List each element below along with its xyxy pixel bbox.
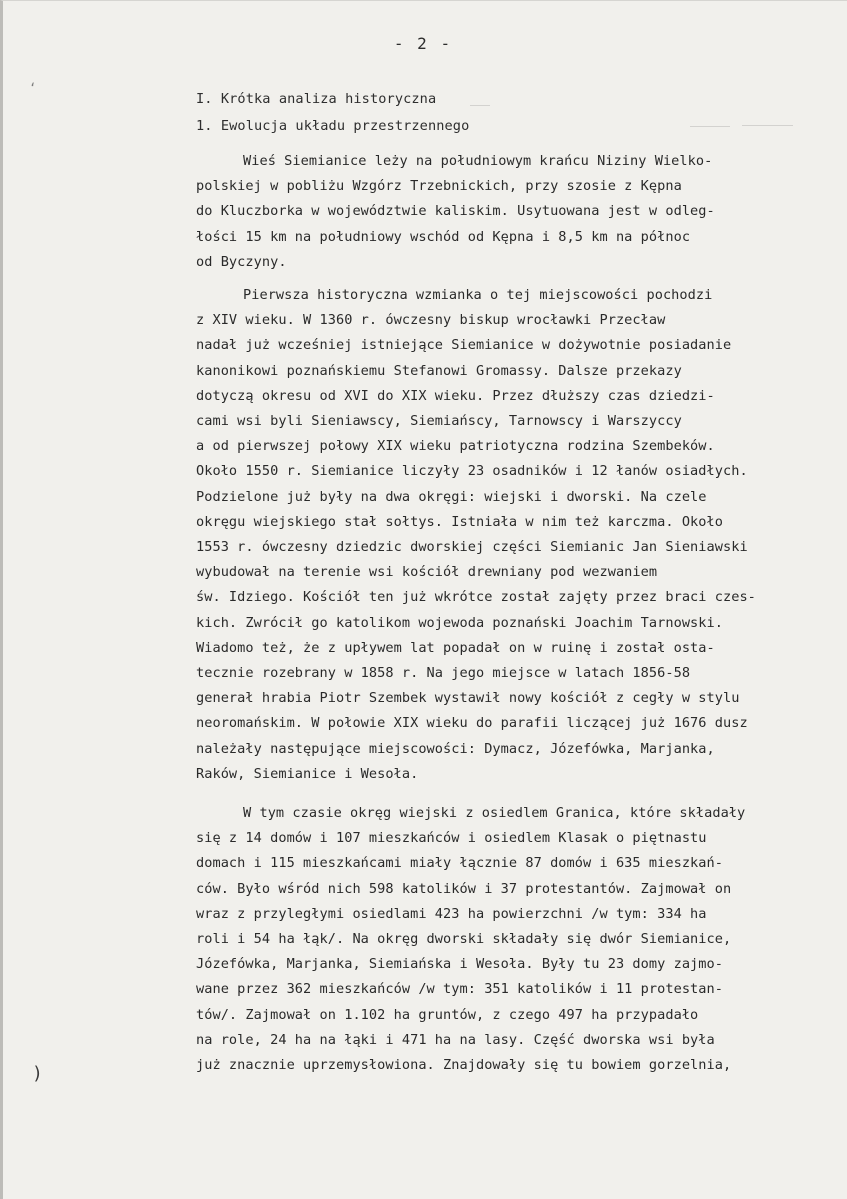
text-line: Józefówka, Marjanka, Siemiańska i Wesoła. Były tu 23 domy zajmo- xyxy=(196,956,723,973)
text-line: neoromańskim. W połowie XIX wieku do parafii liczącej już 1676 dusz xyxy=(196,715,748,732)
text-line: nadał już wcześniej istniejące Siemianice w dożywotnie posiadanie xyxy=(196,337,732,354)
text-line: na role, 24 ha na łąki i 471 ha na lasy. Część dworska wsi była xyxy=(196,1031,715,1048)
text-line: już znacznie uprzemysłowiona. Znajdowały się tu bowiem gorzelnia, xyxy=(196,1057,732,1074)
text-line: należały następujące miejscowości: Dymacz, Józefówka, Marjanka, xyxy=(196,740,715,757)
text-line: dotyczą okresu od XVI do XIX wieku. Przez dłuższy czas dziedzi- xyxy=(196,387,715,404)
text-line: domach i 115 mieszkańcami miały łącznie 87 domów i 635 mieszkań- xyxy=(196,855,723,872)
text-line: Podzielone już były na dwa okręgi: wiejski i dworski. Na czele xyxy=(196,488,707,505)
text-line: Wieś Siemianice leży na południowym krańcu Niziny Wielko- xyxy=(243,153,713,169)
text-line: generał hrabia Piotr Szembek wystawił nowy kościół z cegły w stylu xyxy=(196,690,740,707)
text-line: Wiadomo też, że z upływem lat popadał on w ruinę i został osta- xyxy=(196,639,715,656)
text-line: do Kluczborka w województwie kaliskim. Usytuowana jest w odleg- xyxy=(196,203,715,220)
text-line: się z 14 domów i 107 mieszkańców i osiedlem Klasak o piętnastu xyxy=(196,830,707,847)
text-line: W tym czasie okręg wiejski z osiedlem Granica, które składały xyxy=(243,805,746,821)
text-line: od Byczyny. xyxy=(196,253,287,270)
text-line: Pierwsza historyczna wzmianka o tej miejscowości pochodzi xyxy=(243,287,713,303)
subsection-heading: 1. Ewolucja układu przestrzennego xyxy=(196,118,470,134)
text-line: z XIV wieku. W 1360 r. ówczesny biskup wrocławki Przecław xyxy=(196,312,666,329)
faint-scan-artifact xyxy=(470,105,490,106)
text-line: Około 1550 r. Siemianice liczyły 23 osadników i 12 łanów osiadłych. xyxy=(196,463,748,480)
text-line: 1553 r. ówczesny dziedzic dworskiej części Siemianic Jan Sieniawski xyxy=(196,539,748,556)
text-line: a od pierwszej połowy XIX wieku patriotyczna rodzina Szembeków. xyxy=(196,438,715,455)
text-line: wraz z przyległymi osiedlami 423 ha powierzchni /w tym: 334 ha xyxy=(196,905,707,922)
margin-mark-bottom: ) xyxy=(32,1063,43,1084)
paragraph-history xyxy=(196,283,814,787)
faint-scan-artifact xyxy=(742,125,793,126)
text-line: okręgu wiejskiego stał sołtys. Istniała w nim też karczma. Około xyxy=(196,513,723,530)
text-line: roli i 54 ha łąk/. Na okręg dworski składały się dwór Siemianice, xyxy=(196,931,732,948)
text-line: kich. Zwrócił go katolikom wojewoda poznański Joachim Tarnowski. xyxy=(196,614,723,631)
margin-mark-top: ‘ xyxy=(29,81,37,95)
text-line: kanonikowi poznańskiemu Stefanowi Gromassy. Dalsze przekazy xyxy=(196,362,682,379)
text-line: tecznie rozebrany w 1858 r. Na jego miejsce w latach 1856-58 xyxy=(196,665,691,682)
page-number: - 2 - xyxy=(393,34,453,53)
text-line: polskiej w pobliżu Wzgórz Trzebnickich, przy szosie z Kępna xyxy=(196,178,682,195)
section-heading: I. Krótka analiza historyczna xyxy=(196,91,437,107)
text-line: wane przez 362 mieszkańców /w tym: 351 katolików i 11 protestan- xyxy=(196,981,723,998)
text-line: ców. Było wśród nich 598 katolików i 37 protestantów. Zajmował on xyxy=(196,880,732,897)
text-line: cami wsi byli Sieniawscy, Siemiańscy, Tarnowscy i Warszyccy xyxy=(196,413,682,430)
paragraph-population xyxy=(196,801,814,1078)
text-line: św. Idziego. Kościół ten już wkrótce został zajęty przez braci czes- xyxy=(196,589,756,606)
faint-scan-artifact xyxy=(690,126,730,127)
paragraph-location xyxy=(196,149,814,275)
text-line: Raków, Siemianice i Wesoła. xyxy=(196,765,419,782)
text-line: tów/. Zajmował on 1.102 ha gruntów, z czego 497 ha przypadało xyxy=(196,1006,699,1023)
text-line: łości 15 km na południowy wschód od Kępna i 8,5 km na północ xyxy=(196,228,691,245)
text-line: wybudował na terenie wsi kościół drewniany pod wezwaniem xyxy=(196,564,658,581)
